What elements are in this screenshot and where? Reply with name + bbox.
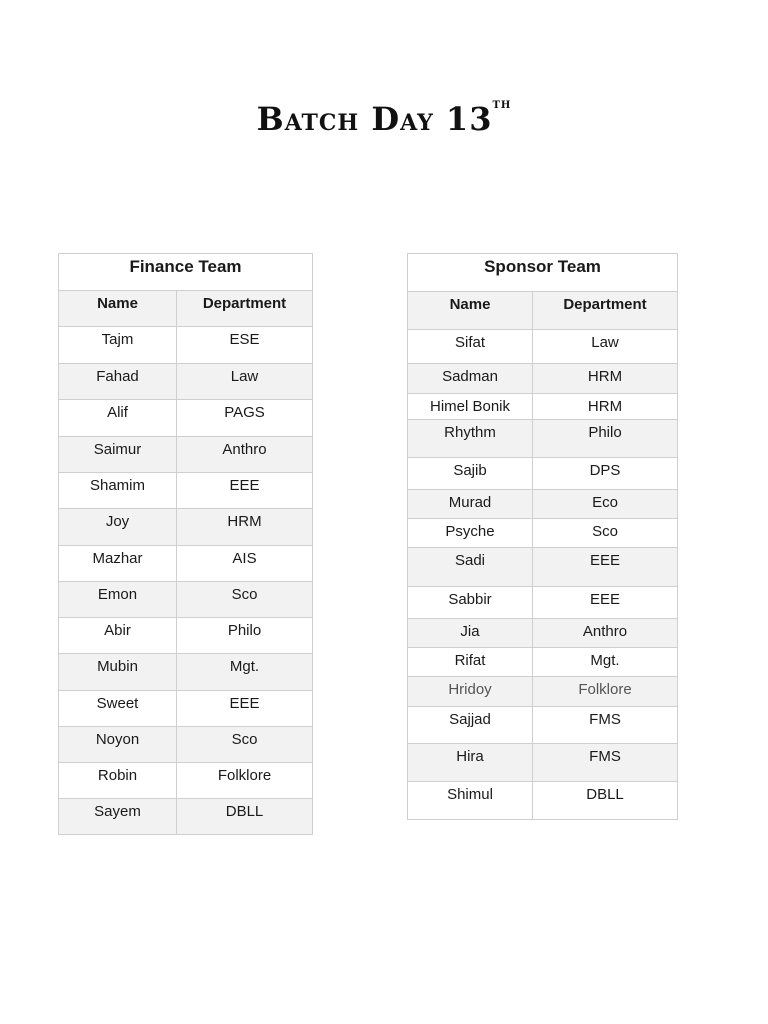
member-name-cell: Sadi — [408, 548, 533, 587]
table-row — [59, 727, 313, 763]
member-name-cell: Emon — [59, 582, 177, 618]
member-department-cell: Sco — [177, 727, 313, 763]
member-name-cell: Hira — [408, 744, 533, 782]
member-name-cell: Shimul — [408, 782, 533, 820]
table-row — [408, 394, 678, 420]
member-department-cell: Anthro — [533, 619, 678, 648]
member-department-cell: Law — [533, 330, 678, 364]
table-row — [408, 648, 678, 677]
member-name-cell: Sifat — [408, 330, 533, 364]
member-name-cell: Sajjad — [408, 707, 533, 744]
table-row — [59, 364, 313, 400]
table-row — [408, 744, 678, 782]
member-name-cell: Jia — [408, 619, 533, 648]
sponsor-team-title: Sponsor Team — [408, 254, 678, 292]
table-row — [408, 619, 678, 648]
member-name-cell: Hridoy — [408, 677, 533, 707]
member-department-cell: DBLL — [177, 799, 313, 835]
member-department-cell: DBLL — [533, 782, 678, 820]
sponsor-team-table — [407, 253, 678, 820]
member-name-cell: Tajm — [59, 327, 177, 364]
member-department-cell: PAGS — [177, 400, 313, 437]
member-name-cell: Noyon — [59, 727, 177, 763]
table-row — [59, 473, 313, 509]
member-name-cell: Murad — [408, 490, 533, 519]
member-department-cell: HRM — [533, 364, 678, 394]
member-department-cell: FMS — [533, 744, 678, 782]
member-department-cell: EEE — [177, 691, 313, 727]
table-row — [408, 587, 678, 619]
member-name-cell: Psyche — [408, 519, 533, 548]
member-department-cell: Mgt. — [177, 654, 313, 691]
member-department-cell: HRM — [533, 394, 678, 420]
member-name-cell: Mazhar — [59, 546, 177, 582]
table-row — [408, 782, 678, 820]
member-name-cell: Rifat — [408, 648, 533, 677]
title-suffix: th — [492, 96, 512, 112]
member-department-cell: Sco — [177, 582, 313, 618]
table-row — [59, 327, 313, 364]
table-row — [408, 330, 678, 364]
member-department-cell: EEE — [533, 587, 678, 619]
member-department-cell: FMS — [533, 707, 678, 744]
member-name-cell: Abir — [59, 618, 177, 654]
table-row — [59, 654, 313, 691]
member-department-cell: Mgt. — [533, 648, 678, 677]
member-department-cell: AIS — [177, 546, 313, 582]
member-department-cell: HRM — [177, 509, 313, 546]
finance-table-body — [59, 327, 313, 835]
table-row — [408, 364, 678, 394]
table-row — [408, 707, 678, 744]
member-name-cell: Fahad — [59, 364, 177, 400]
member-name-cell: Himel Bonik — [408, 394, 533, 420]
member-name-cell: Sabbir — [408, 587, 533, 619]
member-department-cell: Eco — [533, 490, 678, 519]
member-department-cell: Philo — [533, 420, 678, 458]
member-department-cell: DPS — [533, 458, 678, 490]
table-row — [59, 546, 313, 582]
table-row — [59, 691, 313, 727]
table-row — [408, 519, 678, 548]
title-text: Batch Day 13 — [256, 100, 493, 138]
member-name-cell: Sadman — [408, 364, 533, 394]
member-department-cell: Folklore — [177, 763, 313, 799]
finance-team-table — [58, 253, 313, 835]
member-department-cell: EEE — [177, 473, 313, 509]
member-name-cell: Sweet — [59, 691, 177, 727]
table-row — [408, 458, 678, 490]
member-department-cell: Anthro — [177, 437, 313, 473]
member-name-cell: Mubin — [59, 654, 177, 691]
member-department-cell: Sco — [533, 519, 678, 548]
member-department-cell: Law — [177, 364, 313, 400]
member-department-cell: Philo — [177, 618, 313, 654]
sponsor-department-header: Department — [533, 292, 678, 330]
member-name-cell: Robin — [59, 763, 177, 799]
sponsor-name-header: Name — [408, 292, 533, 330]
member-name-cell: Sayem — [59, 799, 177, 835]
member-name-cell: Saimur — [59, 437, 177, 473]
sponsor-table-body — [408, 330, 678, 820]
member-name-cell: Joy — [59, 509, 177, 546]
table-row — [59, 799, 313, 835]
table-row — [59, 618, 313, 654]
member-name-cell: Shamim — [59, 473, 177, 509]
member-department-cell: ESE — [177, 327, 313, 364]
page-title — [0, 96, 768, 138]
table-row — [59, 763, 313, 799]
table-row — [59, 400, 313, 437]
member-department-cell: Folklore — [533, 677, 678, 707]
member-name-cell: Sajib — [408, 458, 533, 490]
member-name-cell: Rhythm — [408, 420, 533, 458]
table-row — [408, 677, 678, 707]
table-row — [59, 509, 313, 546]
member-department-cell: EEE — [533, 548, 678, 587]
table-row — [408, 420, 678, 458]
member-name-cell: Alif — [59, 400, 177, 437]
table-row — [408, 490, 678, 519]
finance-department-header: Department — [177, 291, 313, 327]
table-row — [59, 437, 313, 473]
finance-team-title: Finance Team — [59, 254, 313, 291]
table-row — [408, 548, 678, 587]
table-row — [59, 582, 313, 618]
finance-name-header: Name — [59, 291, 177, 327]
